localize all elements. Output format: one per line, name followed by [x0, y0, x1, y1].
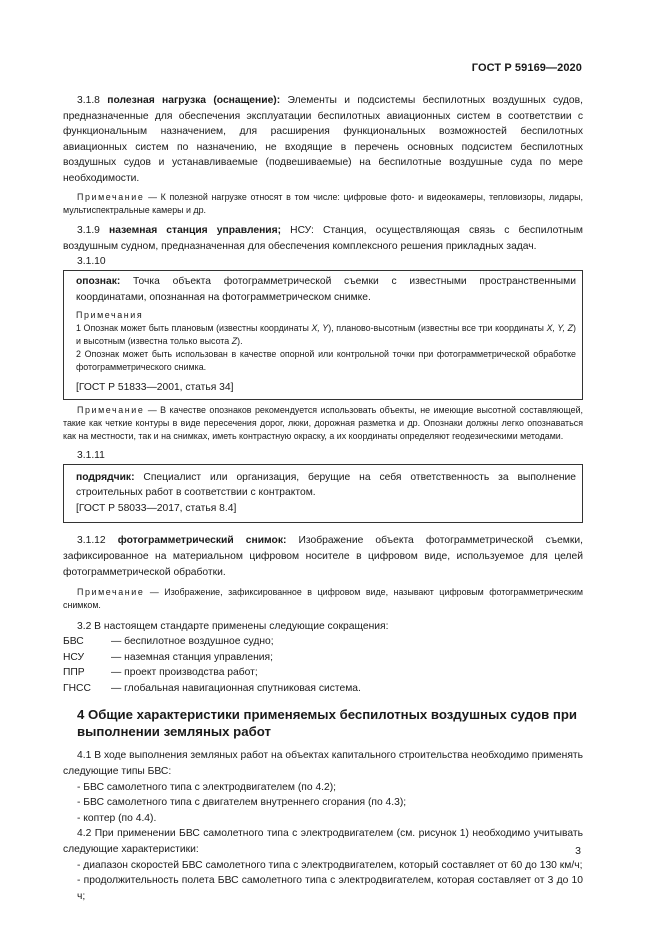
- abbreviations-list: [63, 634, 583, 696]
- standard-header: ГОСТ Р 59169—2020: [471, 62, 582, 74]
- list-item: - продолжительность полета БВС самолетного типа с электродвигателем, которая составляет от 3 до 10 ч;: [77, 875, 583, 902]
- term-3-1-9: [63, 223, 583, 254]
- term-definition: Точка объекта фотограмметрической съемки с известными пространственными координатами, опознанная на фотограмметрическом снимке.: [76, 276, 576, 303]
- term-number-3-1-10: 3.1.10: [77, 256, 106, 268]
- term-box-3-1-10: [63, 270, 583, 400]
- term-number: 3.1.8: [77, 95, 100, 106]
- list-item: - диапазон скоростей БВС самолетного типа с электродвигателем, который составляет от 60 до 130 км/ч;: [77, 859, 583, 871]
- abbreviation-item: НСУ — наземная станция управления;: [63, 651, 273, 663]
- source-reference: [ГОСТ Р 51833—2001, статья 34]: [76, 382, 234, 394]
- note-3-1-8: [63, 191, 583, 217]
- term-name: опознак:: [76, 276, 121, 288]
- term-name: полезная нагрузка (оснащение):: [107, 95, 281, 106]
- abbreviation-item: БВС — беспилотное воздушное судно;: [63, 636, 274, 648]
- term-3-1-12: [63, 533, 583, 580]
- abbreviations-intro: 3.2 В настоящем стандарте применены следующие сокращения:: [77, 620, 389, 632]
- abbreviation-item: ГНСС — глобальная навигационная спутниковая система.: [63, 682, 361, 694]
- note-label: Примечание: [77, 404, 145, 415]
- section-heading: 4 Общие характеристики применяемых беспилотных воздушных судов при выполнении земляных работ: [77, 707, 578, 740]
- note-2: 2 Опознак может быть использован в качестве опорной или контрольной точки при фотограмметрической обработке фотограмметрического снимка.: [76, 349, 576, 373]
- term-number: 3.1.12: [77, 535, 106, 547]
- abbreviation-item: ППР — проект производства работ;: [63, 667, 258, 679]
- term-definition: Элементы и подсистемы беспилотных воздушных судов, предназначенные для обеспечения эксплуатации беспилотных авиационных систем в соответствии с функциональным назначением, для расширения функциональных возможностей беспилотных авиационных систем по назначению, не входящие в перечень основных подсистем беспилотных воздушных судов и устанавливаемые (подвешиваемые) на беспилотные воздушные суда по мере необходимости.: [63, 95, 583, 184]
- note-label: Примечание: [77, 191, 145, 202]
- term-name: подрядчик:: [76, 471, 135, 483]
- notes-label: Примечания: [76, 310, 144, 321]
- term-number-3-1-11: 3.1.11: [77, 449, 105, 461]
- list-item: - БВС самолетного типа с двигателем внутреннего сгорания (по 4.3);: [77, 797, 407, 809]
- note-text: — К полезной нагрузке относят в том числе: цифровые фото- и видеокамеры, тепловизоры, лидары, мультиспектральные камеры и др.: [63, 191, 583, 215]
- page-number: 3: [575, 845, 581, 857]
- note-1: 1 Опознак может быть плановым (известны координаты X, Y), планово-высотным (известны все три координаты X, Y, Z) и высотным (известна только высота Z).: [76, 323, 576, 347]
- note-text: — Изображение, зафиксированное в цифровом виде, называют цифровым фотограмметрическим снимком.: [63, 587, 583, 611]
- list-item: - БВС самолетного типа с электродвигателем (по 4.2);: [77, 781, 337, 793]
- note-text: — В качестве опознаков рекомендуется использовать объекты, не имеющие высотной составляющей, такие как четкие контуры в виде пересечения дорог, люки, дорожная разметка и др. Опознаки должны легко опознаваться как на местности, так и на снимках, иметь контрастную окраску, а их координаты определяют геодезическими методами.: [63, 404, 583, 442]
- term-definition: Изображение объекта фотограмметрической съемки, зафиксированное на материальном цифровом носителе в цифровом виде, используемое для целей фотограмметрической обработки.: [63, 535, 583, 578]
- term-abbreviation: НСУ:: [281, 224, 314, 236]
- term-3-1-10: [76, 274, 576, 305]
- page-content: [63, 93, 583, 904]
- note-after-3-1-10: [63, 404, 583, 444]
- term-name: фотограмметрический снимок:: [117, 535, 287, 547]
- paragraph-4-1: 4.1 В ходе выполнения земляных работ на объектах капитального строительства необходимо применять следующие типы БВС:: [63, 750, 583, 778]
- list-item: - коптер (по 4.4).: [77, 812, 157, 824]
- term-3-1-8: [63, 93, 583, 187]
- term-3-1-11: [76, 470, 576, 501]
- note-label: Примечание: [77, 587, 145, 598]
- paragraph-4-2: 4.2 При применении БВС самолетного типа с электродвигателем (см. рисунок 1) необходимо учитывать следующие характеристики:: [63, 828, 583, 856]
- source-reference: [ГОСТ Р 58033—2017, статья 8.4]: [76, 502, 237, 514]
- term-number: 3.1.9: [77, 224, 100, 236]
- term-box-3-1-11: [63, 464, 583, 524]
- term-name: наземная станция управления;: [109, 224, 282, 236]
- term-definition: Специалист или организация, берущие на себя ответственность за выполнение строительных работ в соответствии с контрактом.: [76, 471, 576, 499]
- term-definition: Станция, осуществляющая связь с беспилотным воздушным судном, предназначенная для обеспечения комплексного решения прикладных задач.: [63, 224, 583, 252]
- note-3-1-12: [63, 586, 583, 612]
